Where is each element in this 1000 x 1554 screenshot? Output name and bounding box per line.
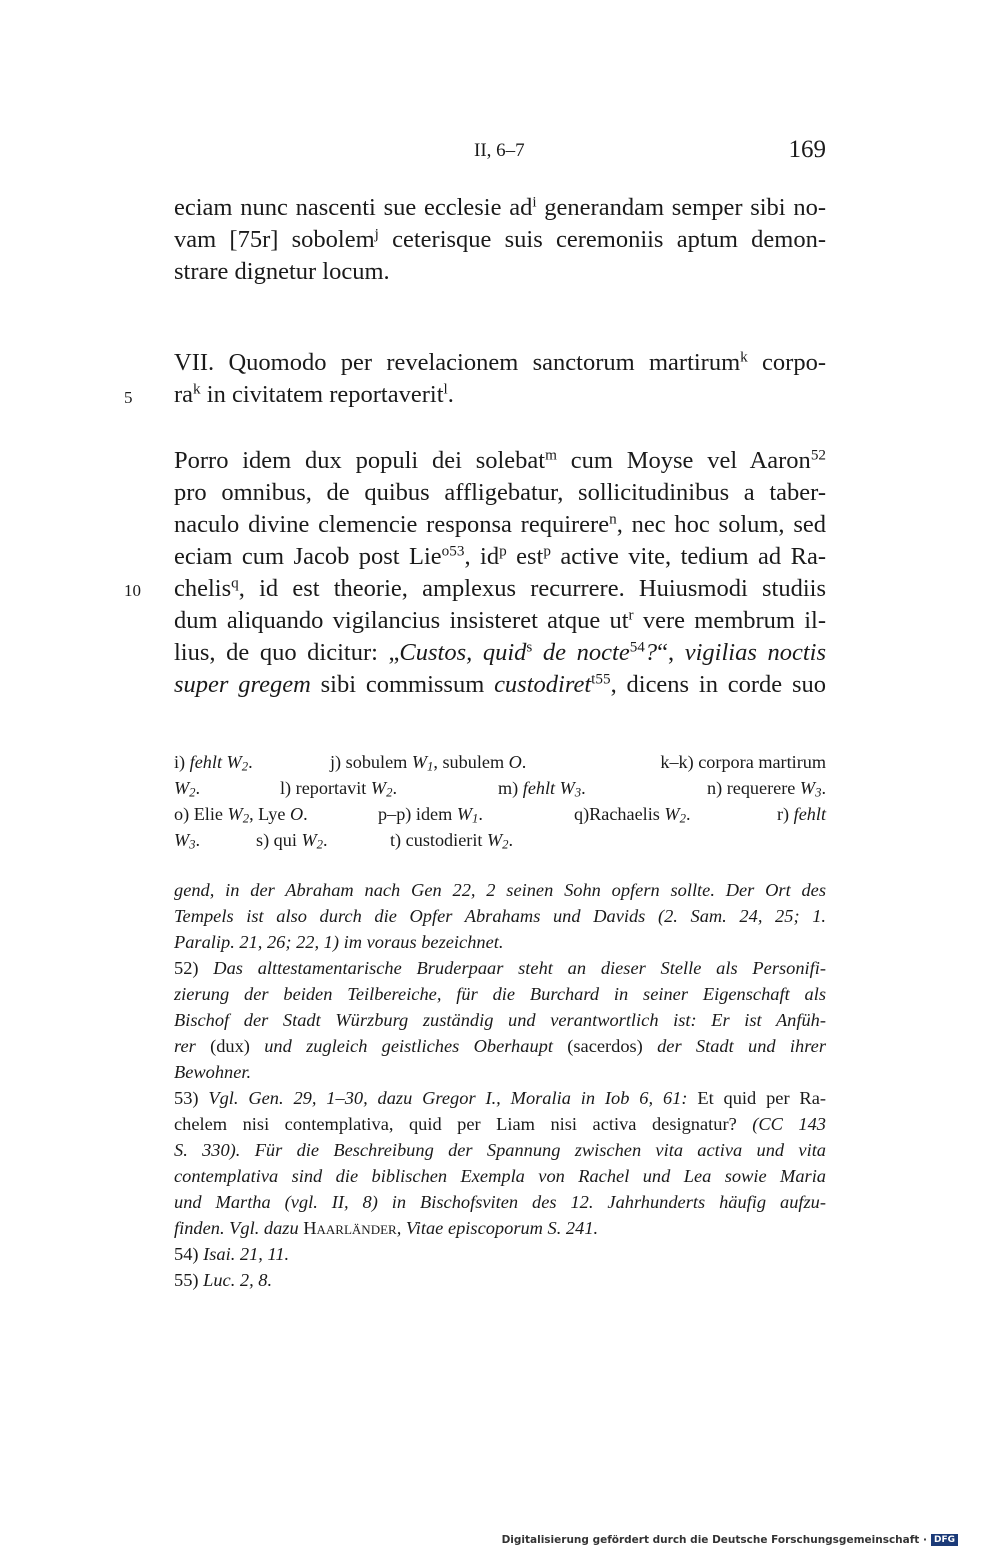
footnote-line: Bischof der Stadt Würzburg zuständig und verantwortlich ist: Er ist Anfüh- xyxy=(174,1010,826,1030)
text-line: naculo divine clemencie responsa requirere$^n$, nec hoc solum, sed xyxy=(174,510,826,538)
footnote-52: 52) Das alttestamentarische Bruderpaar steht an dieser Stelle als Personifi- xyxy=(174,958,826,978)
page-number: 169 xyxy=(788,136,826,163)
text-line: eciam nunc nascenti sue ecclesie $ad^i$ generandam semper sibi no- xyxy=(174,193,826,221)
text-line: super gregem sibi commissum custodiret$^{t55}$, dicens in corde suo xyxy=(174,670,827,698)
footnote-line: S. 330). Für die Beschreibung der Spannung zwischen vita activa und vita xyxy=(174,1140,826,1160)
footnote-line: contemplativa sind die biblischen Exempla von Rachel und Lea sowie Maria xyxy=(174,1166,826,1186)
credit-text: Digitalisierung gefördert durch die Deutsche Forschungsgemeinschaft · xyxy=(501,1534,927,1546)
footnote-line: zierung der beiden Teilbereiche, für die Burchard in seiner Eigenschaft als xyxy=(174,984,826,1004)
dfg-logo: DFG xyxy=(931,1534,958,1546)
text-line: chelis$^q$, id est theorie, amplexus recurrere. Huiusmodi studiis xyxy=(174,574,826,602)
line-number: 10 xyxy=(124,581,141,600)
footnote-line: finden. Vgl. dazu Haarländer, Vitae episcoporum S. 241. xyxy=(174,1218,599,1238)
footnote-line: Tempels ist also durch die Opfer Abrahams und Davids (2. Sam. 24, 25; 1. xyxy=(174,906,826,926)
footnote-53: 53) Vgl. Gen. 29, 1–30, dazu Gregor I., Moralia in Iob 6, 61: Et quid per Ra- xyxy=(174,1088,826,1108)
footnote-54: 54) Isai. 21, 11. xyxy=(174,1244,290,1264)
text-line: vam [75r] sobolem$^j$ ceterisque suis ceremoniis aptum demon- xyxy=(174,225,826,253)
chapter-heading: $ra^k$ in civitatem reportaverit$^l$. xyxy=(174,380,454,408)
text-line: dum aliquando vigilancius insisteret atque $ut^r$ vere membrum il- xyxy=(174,606,826,634)
text-line: Porro idem dux populi dei solebat$^m$ cum Moyse vel Aaron$^{52}$ xyxy=(174,446,826,474)
text-line: lius, de quo dicitur: „Custos, quid$^s$ de nocte$^{54}$?“, vigilias noctis xyxy=(174,638,826,666)
footnote-55: 55) Luc. 2, 8. xyxy=(174,1270,273,1290)
line-number: 5 xyxy=(124,388,133,407)
text-line: eciam cum Jacob post Lie$^{o53}$, $id^p$ est$^p$ active vite, tedium ad Ra- xyxy=(174,542,826,570)
text-line: strare dignetur locum. xyxy=(174,258,390,285)
footnote-line: rer (dux) und zugleich geistliches Oberhaupt (sacerdos) der Stadt und ihrer xyxy=(174,1036,826,1056)
chapter-heading: VII. Quomodo per revelacionem sanctorum martirum$^k$ corpo- xyxy=(174,348,827,376)
footnote-line: und Martha (vgl. II, 8) in Bischofsviten des 12. Jahrhunderts häufig aufzu- xyxy=(174,1192,826,1212)
footnote-line: gend, in der Abraham nach Gen 22, 2 seinen Sohn opfern sollte. Der Ort des xyxy=(174,880,826,900)
footnote-line: Paralip. 21, 26; 22, 1) im voraus bezeichnet. xyxy=(174,932,504,952)
footnote-line: chelem nisi contemplativa, quid per Liam nisi activa designatur? (CC 143 xyxy=(174,1114,827,1134)
digitization-credit xyxy=(502,1534,958,1546)
footnote-line: Bewohner. xyxy=(174,1062,252,1082)
text-line: pro omnibus, de quibus affligebatur, sollicitudinibus a taber- xyxy=(174,479,826,506)
running-head: II, 6–7 xyxy=(474,140,525,161)
